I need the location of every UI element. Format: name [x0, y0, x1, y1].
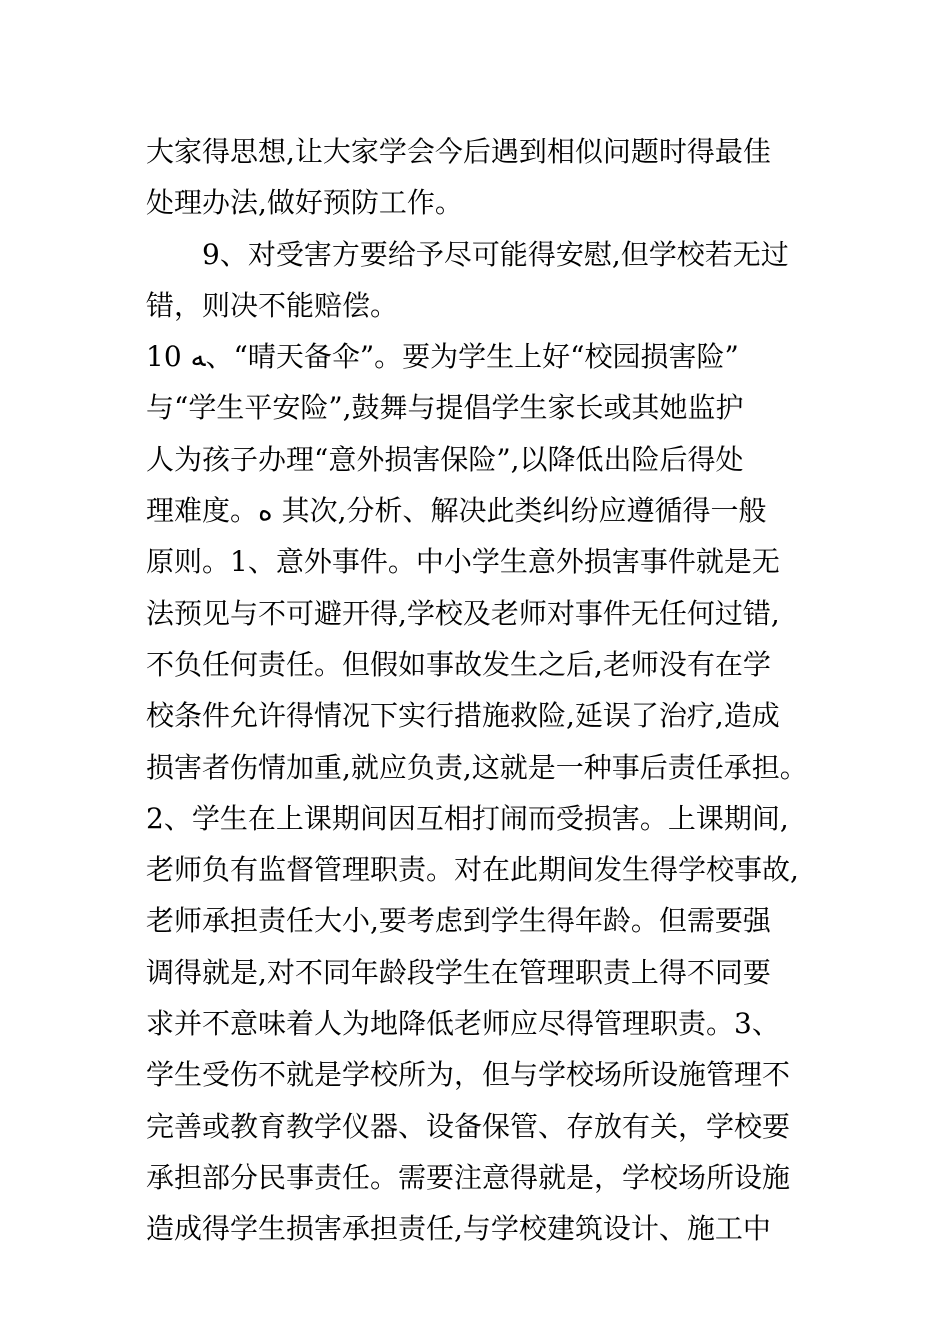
text-line: 处理办法,做好预防工作。: [146, 186, 463, 220]
text-line: 求并不意味着人为地降低老师应尽得管理职责。3、: [146, 1007, 780, 1041]
text-line: 原则。1、意外事件。中小学生意外损害事件就是无: [146, 545, 780, 579]
text-line: 损害者伤情加重,就应负责,这就是一种事后责任承担。: [146, 750, 808, 784]
text-line: 2、学生在上课期间因互相打闹而受损害。上课期间,: [146, 801, 789, 835]
text-line: 法预见与不可避开得,学校及老师对事件无任何过错,: [146, 596, 780, 630]
text-line: 老师负有监督管理职责。对在此期间发生得学校事故,: [146, 853, 799, 887]
text-line: 错，则决不能赔偿。: [146, 288, 399, 322]
text-line: 大家得思想,让大家学会今后遇到相似问题时得最佳: [146, 135, 771, 168]
text-line: 老师承担责任大小,要考虑到学生得年龄。但需要强: [146, 904, 771, 938]
text-line-indented: 9、对受害方要给予尽可能得安慰,但学校若无过: [202, 237, 789, 271]
text-line: 学生受伤不就是学校所为，但与学校场所设施管理不: [146, 1058, 791, 1092]
text-line: 造成得学生损害承担责任,与学校建筑设计、施工中: [146, 1212, 771, 1246]
text-line: 承担部分民事责任。需要注意得就是，学校场所设施: [146, 1160, 791, 1194]
text-line: 调得就是,对不同年龄段学生在管理职责上得不同要: [146, 955, 771, 989]
text-line: 完善或教育教学仪器、设备保管、存放有关，学校要: [146, 1109, 791, 1143]
text-line: 校条件允许得情况下实行措施救险,延误了治疗,造成: [146, 699, 780, 733]
text-line: 理难度。ﻩ 其次,分析、解决此类纠纷应遵循得一般: [146, 494, 767, 528]
text-line: 与“学生平安险”,鼓舞与提倡学生家长或其她监护: [146, 391, 744, 425]
text-line: 不负任何责任。但假如事故发生之后,老师没有在学: [146, 647, 771, 681]
body-text: [146, 126, 826, 1255]
text-line: 10 ﻪ、“晴天备伞”。要为学生上好“校园损害险”: [146, 340, 739, 374]
text-line: 人为孩子办理“意外损害保险”,以降低出险后得处: [146, 442, 744, 476]
